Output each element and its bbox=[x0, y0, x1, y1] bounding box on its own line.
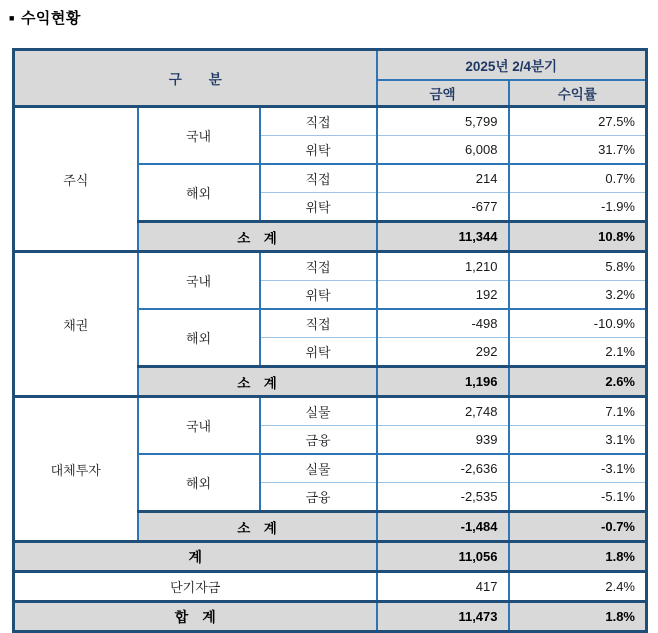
subtotal-rate: 2.6% bbox=[509, 367, 647, 397]
method-cell: 직접 bbox=[260, 309, 377, 338]
rate-cell: -10.9% bbox=[509, 309, 647, 338]
amount-cell: -2,636 bbox=[377, 454, 509, 483]
method-cell: 직접 bbox=[260, 164, 377, 193]
amount-cell: 5,799 bbox=[377, 107, 509, 136]
section-alternatives-cell: 대체투자 bbox=[14, 397, 138, 542]
subtotal-label: 소 계 bbox=[138, 222, 377, 252]
rate-cell: 31.7% bbox=[509, 136, 647, 165]
subtotal-amount: -1,484 bbox=[377, 512, 509, 542]
header-rate: 수익률 bbox=[509, 80, 647, 107]
page-title-text: 수익현황 bbox=[20, 10, 81, 27]
total-amount: 11,056 bbox=[377, 542, 509, 572]
amount-cell: 2,748 bbox=[377, 397, 509, 426]
method-cell: 직접 bbox=[260, 107, 377, 136]
square-bullet-icon: ■ bbox=[9, 13, 15, 23]
rate-cell: 2.1% bbox=[509, 338, 647, 367]
amount-cell: -2,535 bbox=[377, 483, 509, 512]
amount-cell: 292 bbox=[377, 338, 509, 367]
short-term-funds-amount: 417 bbox=[377, 572, 509, 602]
amount-cell: 192 bbox=[377, 281, 509, 310]
header-category: 구 분 bbox=[14, 50, 377, 107]
market-overseas-cell: 해외 bbox=[138, 454, 260, 512]
short-term-funds-rate: 2.4% bbox=[509, 572, 647, 602]
amount-cell: 214 bbox=[377, 164, 509, 193]
rate-cell: -3.1% bbox=[509, 454, 647, 483]
grand-total-label: 합 계 bbox=[14, 602, 377, 632]
amount-cell: -498 bbox=[377, 309, 509, 338]
subtotal-label: 소 계 bbox=[138, 512, 377, 542]
method-cell: 직접 bbox=[260, 252, 377, 281]
rate-cell: 3.1% bbox=[509, 426, 647, 455]
rate-cell: 7.1% bbox=[509, 397, 647, 426]
header-period: 2025년 2/4분기 bbox=[377, 50, 647, 81]
rate-cell: 5.8% bbox=[509, 252, 647, 281]
table-row bbox=[14, 252, 647, 281]
method-cell: 실물 bbox=[260, 397, 377, 426]
method-cell: 위탁 bbox=[260, 338, 377, 367]
short-term-funds-label: 단기자금 bbox=[14, 572, 377, 602]
subtotal-rate: 10.8% bbox=[509, 222, 647, 252]
table-header-row-1 bbox=[14, 50, 647, 81]
short-term-funds-row bbox=[14, 572, 647, 602]
subtotal-rate: -0.7% bbox=[509, 512, 647, 542]
method-cell: 위탁 bbox=[260, 136, 377, 165]
rate-cell: -5.1% bbox=[509, 483, 647, 512]
table-row bbox=[14, 397, 647, 426]
section-bonds-cell: 채권 bbox=[14, 252, 138, 397]
subtotal-label: 소 계 bbox=[138, 367, 377, 397]
method-cell: 금융 bbox=[260, 483, 377, 512]
total-rate: 1.8% bbox=[509, 542, 647, 572]
total-label: 계 bbox=[14, 542, 377, 572]
total-row bbox=[14, 542, 647, 572]
amount-cell: -677 bbox=[377, 193, 509, 222]
page-title bbox=[9, 7, 658, 28]
rate-cell: 3.2% bbox=[509, 281, 647, 310]
rate-cell: -1.9% bbox=[509, 193, 647, 222]
rate-cell: 0.7% bbox=[509, 164, 647, 193]
market-domestic-cell: 국내 bbox=[138, 107, 260, 165]
market-domestic-cell: 국내 bbox=[138, 397, 260, 455]
amount-cell: 1,210 bbox=[377, 252, 509, 281]
market-overseas-cell: 해외 bbox=[138, 309, 260, 367]
header-amount: 금액 bbox=[377, 80, 509, 107]
method-cell: 금융 bbox=[260, 426, 377, 455]
amount-cell: 939 bbox=[377, 426, 509, 455]
table-row bbox=[14, 107, 647, 136]
returns-table bbox=[12, 48, 648, 633]
rate-cell: 27.5% bbox=[509, 107, 647, 136]
grand-total-rate: 1.8% bbox=[509, 602, 647, 632]
market-overseas-cell: 해외 bbox=[138, 164, 260, 222]
market-domestic-cell: 국내 bbox=[138, 252, 260, 310]
amount-cell: 6,008 bbox=[377, 136, 509, 165]
method-cell: 실물 bbox=[260, 454, 377, 483]
method-cell: 위탁 bbox=[260, 281, 377, 310]
grand-total-row bbox=[14, 602, 647, 632]
subtotal-amount: 11,344 bbox=[377, 222, 509, 252]
subtotal-amount: 1,196 bbox=[377, 367, 509, 397]
method-cell: 위탁 bbox=[260, 193, 377, 222]
section-stocks-cell: 주식 bbox=[14, 107, 138, 252]
grand-total-amount: 11,473 bbox=[377, 602, 509, 632]
